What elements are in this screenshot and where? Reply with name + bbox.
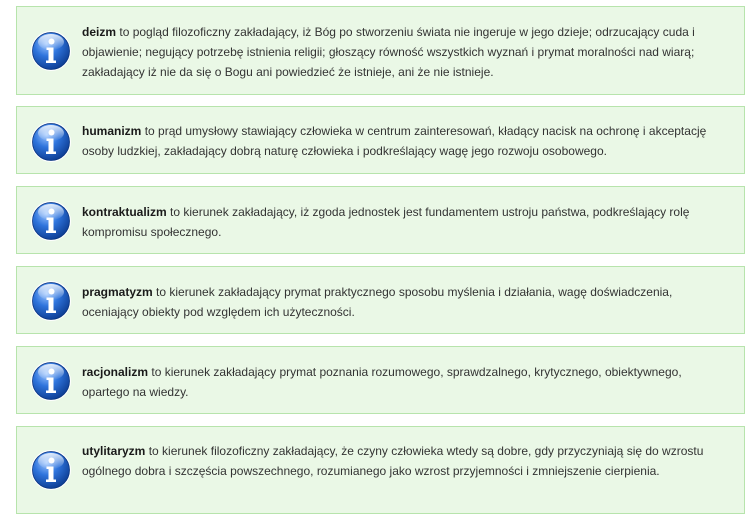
info-icon <box>30 449 72 491</box>
definition-box-deizm <box>16 6 745 95</box>
info-icon <box>30 121 72 163</box>
definition-text <box>82 22 726 82</box>
definition-box-racjonalizm <box>16 346 745 414</box>
definition-text <box>82 362 726 402</box>
definition-text <box>82 121 726 161</box>
definition-term: racjonalizm <box>82 365 149 379</box>
info-icon <box>30 200 72 242</box>
definition-text <box>82 282 726 322</box>
definition-box-utylitaryzm <box>16 426 745 514</box>
definition-term: utylitaryzm <box>82 444 146 458</box>
definition-text <box>82 202 726 242</box>
definition-box-kontraktualizm <box>16 186 745 254</box>
definition-term: pragmatyzm <box>82 285 153 299</box>
definition-text <box>82 441 726 481</box>
info-icon <box>30 30 72 72</box>
definition-term: kontraktualizm <box>82 205 167 219</box>
definition-body: to kierunek zakładający, iż zgoda jednostek jest fundamentem ustroju państwa, podkreślający rolę kompromisu społecznego. <box>82 205 690 239</box>
definition-term: humanizm <box>82 124 142 138</box>
definition-body: to kierunek zakładający prymat praktycznego sposobu myślenia i działania, wagę doświadczenia, oceniający obiekty pod względem ich użyteczności. <box>82 285 673 319</box>
definition-body: to kierunek filozoficzny zakładający, że czyny człowieka wtedy są dobre, gdy przyczyniają się do wzrostu ogólnego dobra i szczęścia powszechnego, rozumianego jako wzrost przyjemności i zmniejszenie cierpienia. <box>82 444 704 478</box>
definition-box-humanizm <box>16 106 745 174</box>
info-icon <box>30 280 72 322</box>
definition-term: deizm <box>82 25 117 39</box>
info-icon <box>30 360 72 402</box>
definition-body: to kierunek zakładający prymat poznania rozumowego, sprawdzalnego, krytycznego, obiektywnego, opartego na wiedzy. <box>82 365 682 399</box>
definition-body: to prąd umysłowy stawiający człowieka w centrum zainteresowań, kładący nacisk na ochronę i akceptację osoby ludzkiej, zakładający dobrą naturę człowieka i podkreślający wagę jego rozwoju osobowego. <box>82 124 707 158</box>
definition-box-pragmatyzm <box>16 266 745 334</box>
definition-body: to pogląd filozoficzny zakładający, iż Bóg po stworzeniu świata nie ingeruje w jego dzieje; odrzucający cuda i objawienie; negujący potrzebę istnienia religii; głoszący równość wszystkich wyznań i prymat moralności nad wiarą; zakładający iż nie da się o Bogu ani powiedzieć że istnieje, ani że nie istnieje. <box>82 25 695 79</box>
